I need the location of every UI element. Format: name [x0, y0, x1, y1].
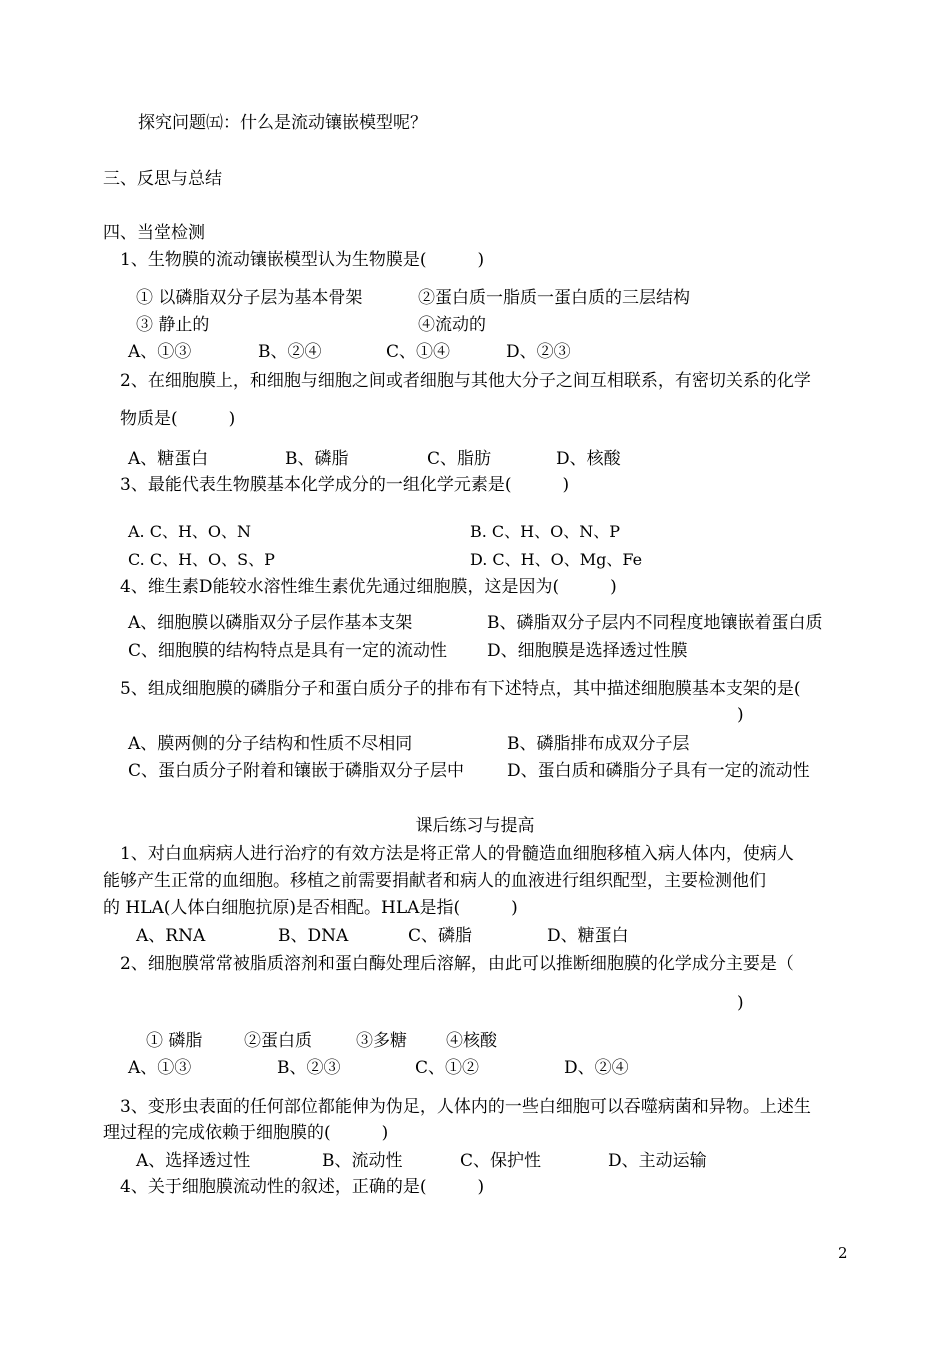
test-q4-option-a: A、细胞膜以磷脂双分子层作基本支架: [128, 613, 413, 633]
test-q2-option-c: C、脂肪: [427, 449, 492, 469]
test-q4-option-d: D、细胞膜是选择透过性膜: [487, 641, 688, 661]
section-reflection: 三、反思与总结: [103, 169, 222, 189]
test-q3-option-d: D. C、H、O、Mg、Fe: [470, 550, 643, 569]
test-q1-option-d: D、②③: [506, 342, 571, 362]
homework-q2-option-a: A、①③: [128, 1058, 192, 1078]
test-q3-option-c: C. C、H、O、S、P: [128, 550, 275, 569]
homework-q3-option-d: D、主动运输: [608, 1151, 707, 1171]
test-q5-close-paren: ): [737, 705, 744, 725]
test-q4-option-c: C、细胞膜的结构特点是具有一定的流动性: [128, 641, 448, 661]
test-q1-statement: ① 以磷脂双分子层为基本骨架: [136, 288, 363, 308]
test-q1-option-b: B、②④: [258, 342, 322, 362]
test-q5-stem: 5、组成细胞膜的磷脂分子和蛋白质分子的排布有下述特点，其中描述细胞膜基本支架的是(: [120, 679, 801, 699]
homework-q4-stem: 4、关于细胞膜流动性的叙述，正确的是( ): [120, 1177, 485, 1197]
homework-q1-option-b: B、DNA: [278, 926, 349, 946]
test-q3-option-a: A. C、H、O、N: [128, 522, 252, 541]
test-q5-option-c: C、蛋白质分子附着和镶嵌于磷脂双分子层中: [128, 761, 465, 781]
homework-q2-option-b: B、②③: [277, 1058, 341, 1078]
homework-q2-statement: ③多糖: [356, 1031, 407, 1051]
homework-q2-statement: ① 磷脂: [146, 1031, 203, 1051]
homework-q1-stem: 的 HLA(人体白细胞抗原)是否相配。HLA是指( ): [103, 898, 518, 918]
test-q1-statement: ③ 静止的: [136, 315, 210, 335]
homework-q1-option-a: A、RNA: [136, 926, 206, 946]
test-q4-option-b: B、磷脂双分子层内不同程度地镶嵌着蛋白质: [487, 613, 823, 633]
page-number: 2: [838, 1244, 848, 1262]
homework-q2-option-d: D、②④: [564, 1058, 629, 1078]
test-q1-statement: ④流动的: [418, 315, 486, 335]
test-q1-option-c: C、①④: [386, 342, 451, 362]
test-q1-stem: 1、生物膜的流动镶嵌模型认为生物膜是( ): [120, 250, 485, 270]
test-q4-stem: 4、维生素D能较水溶性维生素优先通过细胞膜，这是因为( ): [120, 577, 617, 597]
homework-q3-option-a: A、选择透过性: [136, 1151, 251, 1171]
test-q3-option-b: B. C、H、O、N、P: [470, 522, 621, 541]
test-q5-option-d: D、蛋白质和磷脂分子具有一定的流动性: [507, 761, 810, 781]
test-q2-stem: 2、在细胞膜上，和细胞与细胞之间或者细胞与其他大分子之间互相联系，有密切关系的化学: [120, 371, 811, 391]
homework-q3-option-c: C、保护性: [460, 1151, 542, 1171]
homework-q2-stem: 2、细胞膜常常被脂质溶剂和蛋白酶处理后溶解，由此可以推断细胞膜的化学成分主要是（: [120, 954, 794, 974]
homework-title: 课后练习与提高: [415, 816, 535, 836]
homework-q2-statement: ②蛋白质: [244, 1031, 312, 1051]
test-q2-option-a: A、糖蛋白: [128, 449, 209, 469]
test-q2-option-d: D、核酸: [556, 449, 621, 469]
homework-q1-stem: 1、对白血病病人进行治疗的有效方法是将正常人的骨髓造血细胞移植入病人体内，使病人: [120, 844, 794, 864]
homework-q1-option-c: C、磷脂: [408, 926, 473, 946]
test-q5-option-a: A、膜两侧的分子结构和性质不尽相同: [128, 734, 413, 754]
section-in-class-test: 四、当堂检测: [103, 223, 205, 243]
homework-q1-option-d: D、糖蛋白: [547, 926, 629, 946]
test-q3-stem: 3、最能代表生物膜基本化学成分的一组化学元素是( ): [120, 475, 570, 495]
homework-q2-close-paren: ): [737, 993, 744, 1013]
homework-q3-stem: 理过程的完成依赖于细胞膜的( ): [103, 1123, 389, 1143]
test-q2-stem: 物质是( ): [120, 409, 236, 429]
test-q5-option-b: B、磷脂排布成双分子层: [507, 734, 690, 754]
test-q1-option-a: A、①③: [128, 342, 192, 362]
homework-q2-statement: ④核酸: [446, 1031, 497, 1051]
homework-q3-stem: 3、变形虫表面的任何部位都能伸为伪足，人体内的一些白细胞可以吞噬病菌和异物。上述生: [120, 1097, 811, 1117]
test-q1-statement: ②蛋白质一脂质一蛋白质的三层结构: [418, 288, 690, 308]
explore-question-5: 探究问题㈤：什么是流动镶嵌模型呢？: [138, 113, 427, 133]
homework-q1-stem: 能够产生正常的血细胞。移植之前需要捐献者和病人的血液进行组织配型，主要检测他们: [103, 871, 766, 891]
homework-q2-option-c: C、①②: [415, 1058, 480, 1078]
homework-q3-option-b: B、流动性: [322, 1151, 403, 1171]
test-q2-option-b: B、磷脂: [285, 449, 349, 469]
